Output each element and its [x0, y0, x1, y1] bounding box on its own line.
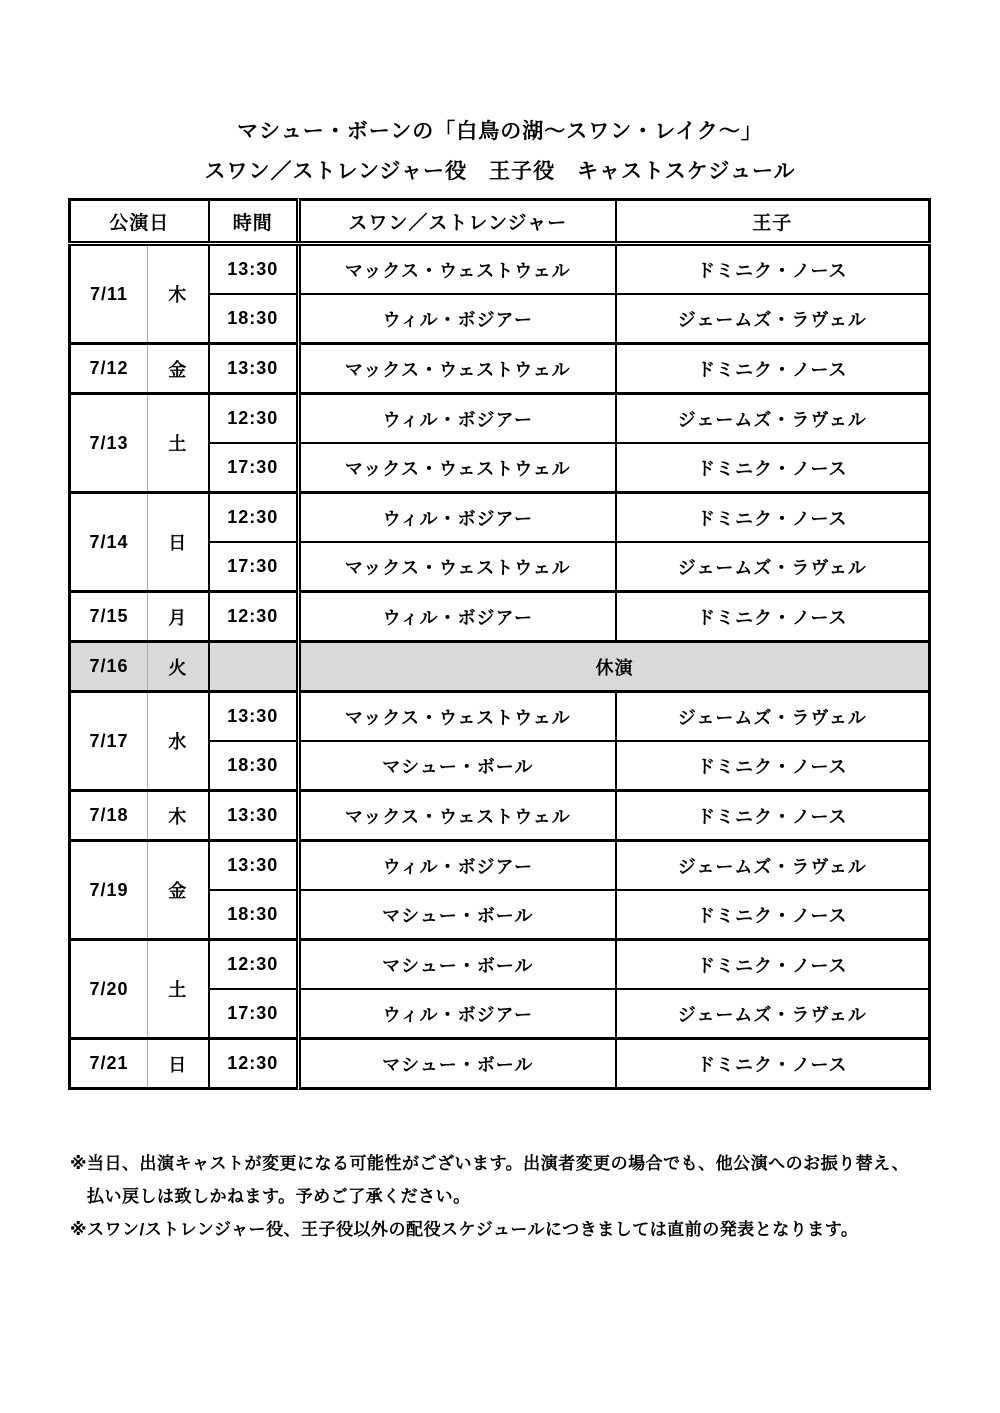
prince-cast-cell: ドミニク・ノース — [616, 890, 930, 940]
schedule-table-body — [70, 244, 930, 1089]
performance-date-cell: 7/17 — [70, 692, 148, 791]
show-row — [70, 344, 930, 394]
performance-date-cell: 7/20 — [70, 940, 148, 1039]
show-row — [70, 394, 930, 444]
time-cell: 12:30 — [209, 1039, 299, 1089]
time-cell: 12:30 — [209, 493, 299, 543]
swan-cast-cell: マックス・ウェストウェル — [299, 542, 616, 592]
prince-cast-cell: ドミニク・ノース — [616, 344, 930, 394]
prince-cast-cell: ドミニク・ノース — [616, 443, 930, 493]
cast-schedule-table — [68, 198, 931, 1090]
time-cell: 18:30 — [209, 294, 299, 344]
swan-cast-cell: マックス・ウェストウェル — [299, 244, 616, 295]
time-cell: 17:30 — [209, 542, 299, 592]
weekday-cell: 木 — [148, 791, 209, 841]
prince-cast-cell: ドミニク・ノース — [616, 791, 930, 841]
time-cell: 12:30 — [209, 394, 299, 444]
prince-cast-cell: ジェームズ・ラヴェル — [616, 989, 930, 1039]
time-cell: 13:30 — [209, 791, 299, 841]
prince-cast-cell: ドミニク・ノース — [616, 592, 930, 642]
time-cell: 17:30 — [209, 989, 299, 1039]
header-swan-stranger: スワン／ストレンジャー — [299, 200, 616, 244]
time-cell-empty — [209, 642, 299, 692]
performance-date-cell: 7/14 — [70, 493, 148, 592]
show-row — [70, 1039, 930, 1089]
swan-cast-cell: ウィル・ボジアー — [299, 841, 616, 891]
performance-date-cell: 7/19 — [70, 841, 148, 940]
time-cell: 12:30 — [209, 592, 299, 642]
weekday-cell: 金 — [148, 841, 209, 940]
closed-label-cell: 休演 — [299, 642, 930, 692]
header-row — [70, 200, 930, 244]
time-cell: 13:30 — [209, 692, 299, 742]
weekday-cell: 土 — [148, 394, 209, 493]
prince-cast-cell: ジェームズ・ラヴェル — [616, 394, 930, 444]
swan-cast-cell: ウィル・ボジアー — [299, 493, 616, 543]
prince-cast-cell: ドミニク・ノース — [616, 1039, 930, 1089]
swan-cast-cell: ウィル・ボジアー — [299, 294, 616, 344]
swan-cast-cell: マックス・ウェストウェル — [299, 443, 616, 493]
weekday-cell: 日 — [148, 1039, 209, 1089]
header-time: 時間 — [209, 200, 299, 244]
performance-date-cell: 7/12 — [70, 344, 148, 394]
show-row — [70, 791, 930, 841]
show-row — [70, 244, 930, 295]
time-cell: 18:30 — [209, 890, 299, 940]
time-cell: 12:30 — [209, 940, 299, 990]
time-cell: 18:30 — [209, 741, 299, 791]
prince-cast-cell: ジェームズ・ラヴェル — [616, 841, 930, 891]
show-row — [70, 841, 930, 891]
time-cell: 13:30 — [209, 244, 299, 295]
weekday-cell: 月 — [148, 592, 209, 642]
swan-cast-cell: ウィル・ボジアー — [299, 592, 616, 642]
footnotes — [70, 1147, 1000, 1246]
header-performance-date: 公演日 — [70, 200, 209, 244]
prince-cast-cell: ジェームズ・ラヴェル — [616, 692, 930, 742]
performance-date-cell: 7/11 — [70, 244, 148, 344]
title-line-1: マシュー・ボーンの「白鳥の湖～スワン・レイク～」 — [237, 120, 763, 143]
time-cell: 13:30 — [209, 841, 299, 891]
swan-cast-cell: ウィル・ボジアー — [299, 394, 616, 444]
performance-date-cell: 7/16 — [70, 642, 148, 692]
swan-cast-cell: ウィル・ボジアー — [299, 989, 616, 1039]
weekday-cell: 木 — [148, 244, 209, 344]
weekday-cell: 日 — [148, 493, 209, 592]
time-cell: 13:30 — [209, 344, 299, 394]
show-row — [70, 493, 930, 543]
swan-cast-cell: マシュー・ボール — [299, 890, 616, 940]
performance-date-cell: 7/21 — [70, 1039, 148, 1089]
prince-cast-cell: ドミニク・ノース — [616, 244, 930, 295]
closed-day-row — [70, 642, 930, 692]
show-row — [70, 940, 930, 990]
performance-date-cell: 7/15 — [70, 592, 148, 642]
prince-cast-cell: ドミニク・ノース — [616, 940, 930, 990]
prince-cast-cell: ジェームズ・ラヴェル — [616, 542, 930, 592]
weekday-cell: 金 — [148, 344, 209, 394]
swan-cast-cell: マックス・ウェストウェル — [299, 692, 616, 742]
time-cell: 17:30 — [209, 443, 299, 493]
footnote-line-2: 払い戻しは致しかねます。予めご了承ください。 — [87, 1187, 471, 1206]
performance-date-cell: 7/13 — [70, 394, 148, 493]
prince-cast-cell: ドミニク・ノース — [616, 493, 930, 543]
document-title — [0, 0, 1000, 192]
weekday-cell: 水 — [148, 692, 209, 791]
swan-cast-cell: マシュー・ボール — [299, 940, 616, 990]
weekday-cell: 火 — [148, 642, 209, 692]
footnote-line-1: ※当日、出演キャストが変更になる可能性がございます。出演者変更の場合でも、他公演へのお振り替え、 — [70, 1154, 910, 1173]
performance-date-cell: 7/18 — [70, 791, 148, 841]
prince-cast-cell: ジェームズ・ラヴェル — [616, 294, 930, 344]
footnote-line-3: ※スワン/ストレンジャー役、王子役以外の配役スケジュールにつきましては直前の発表となります。 — [70, 1220, 859, 1239]
header-prince: 王子 — [616, 200, 930, 244]
show-row — [70, 692, 930, 742]
swan-cast-cell: マシュー・ボール — [299, 741, 616, 791]
title-line-2: スワン／ストレンジャー役 王子役 キャストスケジュール — [204, 160, 796, 183]
swan-cast-cell: マックス・ウェストウェル — [299, 791, 616, 841]
weekday-cell: 土 — [148, 940, 209, 1039]
swan-cast-cell: マックス・ウェストウェル — [299, 344, 616, 394]
prince-cast-cell: ドミニク・ノース — [616, 741, 930, 791]
swan-cast-cell: マシュー・ボール — [299, 1039, 616, 1089]
show-row — [70, 592, 930, 642]
